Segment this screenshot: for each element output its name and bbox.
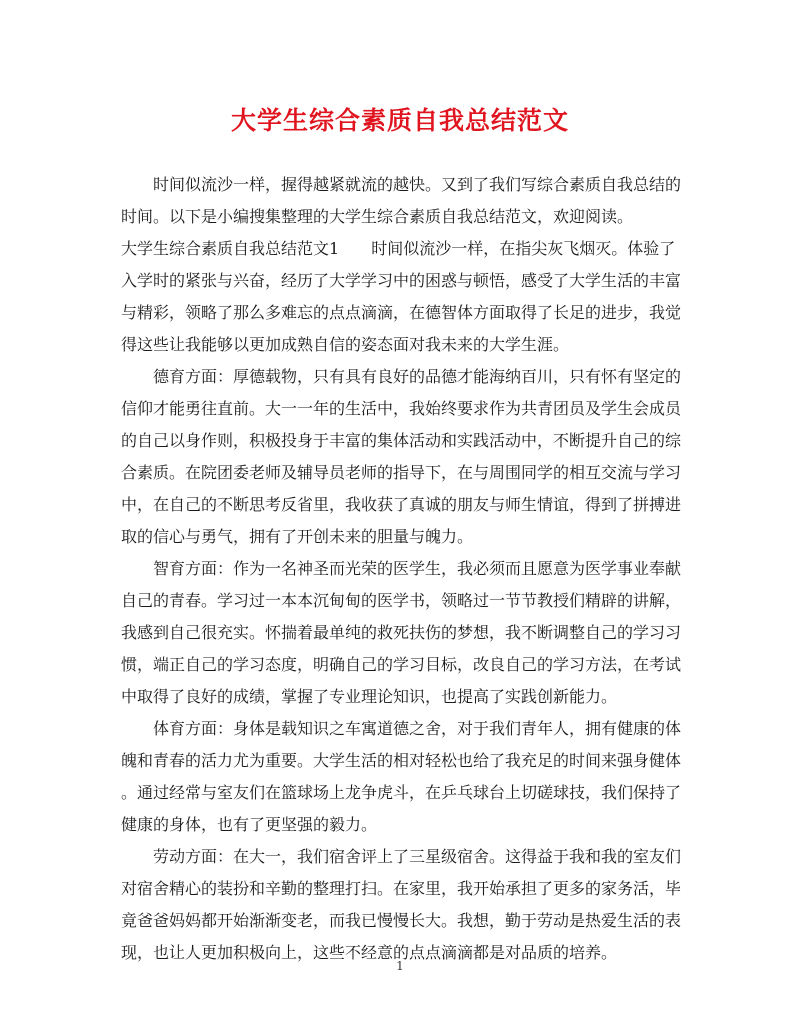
text-line: 德育方面：厚德载物，只有具有良好的品德才能海纳百川，只有怀有坚定的	[153, 367, 681, 386]
text-line: 时间似流沙一样，握得越紧就流的越快。又到了我们写综合素质自我总结的	[153, 175, 681, 194]
text-line: 合素质。在院团委老师及辅导员老师的指导下，在与周围同学的相互交流与学习	[121, 463, 681, 482]
text-line: 入学时的紧张与兴奋，经历了大学学习中的困惑与顿悟，感受了大学生活的丰富	[121, 271, 681, 290]
text-line: 与精彩，领略了那么多难忘的点点滴滴，在德智体方面取得了长足的进步，我觉	[121, 303, 681, 322]
text-line: 智育方面：作为一名神圣而光荣的医学生，我必须而且愿意为医学事业奉献	[153, 559, 681, 578]
sample-heading: 大学生综合素质自我总结范文1	[121, 239, 340, 258]
text-line: 中，在自己的不断思考反省里，我收获了真诚的朋友与师生情谊，得到了拼搏进	[121, 495, 681, 514]
text-line: 时间。以下是小编搜集整理的大学生综合素质自我总结范文，欢迎阅读。	[121, 207, 634, 226]
text-line: 劳动方面：在大一，我们宿舍评上了三星级宿舍。这得益于我和我的室友们	[153, 847, 681, 866]
text-line: 得这些让我能够以更加成熟自信的姿态面对我未来的大学生涯。	[121, 335, 570, 354]
text-line: 惯，端正自己的学习态度，明确自己的学习目标，改良自己的学习方法，在考试	[121, 655, 681, 674]
text-line: 信仰才能勇往直前。大一一年的生活中，我始终要求作为共青团员及学生会成员	[121, 399, 681, 418]
text-line: 取的信心与勇气，拥有了开创未来的胆量与魄力。	[121, 527, 474, 546]
text-line: 竟爸爸妈妈都开始渐渐变老，而我已慢慢长大。我想，勤于劳动是热爱生活的表	[121, 911, 681, 930]
text-line: 。通过经常与室友们在篮球场上龙争虎斗，在乒乓球台上切磋球技，我们保持了	[121, 783, 681, 802]
text-line: 中取得了良好的成绩，掌握了专业理论知识，也提高了实践创新能力。	[121, 687, 618, 706]
text-line: 我感到自己很充实。怀揣着最单纯的救死扶伤的梦想，我不断调整自己的学习习	[121, 623, 681, 642]
text-line: 对宿舍精心的装扮和辛勤的整理打扫。在家里，我开始承担了更多的家务活，毕	[121, 879, 681, 898]
sample-opening: 时间似流沙一样，在指尖灰飞烟灭。体验了	[371, 239, 676, 258]
text-line: 的自己以身作则，积极投身于丰富的集体活动和实践活动中，不断提升自己的综	[121, 431, 681, 450]
text-line: 现，也让人更加积极向上，这些不经意的点点滴滴都是对品质的培养。	[121, 943, 618, 962]
text-line: 健康的身体，也有了更坚强的毅力。	[121, 815, 378, 834]
page-number: 1	[396, 959, 404, 973]
page-title: 大学生综合素质自我总结范文	[230, 106, 569, 135]
text-line: 魄和青春的活力尤为重要。大学生活的相对轻松也给了我充足的时间来强身健体	[121, 751, 681, 770]
text-line	[121, 233, 681, 265]
text-line: 体育方面：身体是载知识之车寓道德之舍，对于我们青年人，拥有健康的体	[153, 719, 681, 738]
text-line: 自己的青春。学习过一本本沉甸甸的医学书，领略过一节节教授们精辟的讲解，	[121, 591, 681, 610]
